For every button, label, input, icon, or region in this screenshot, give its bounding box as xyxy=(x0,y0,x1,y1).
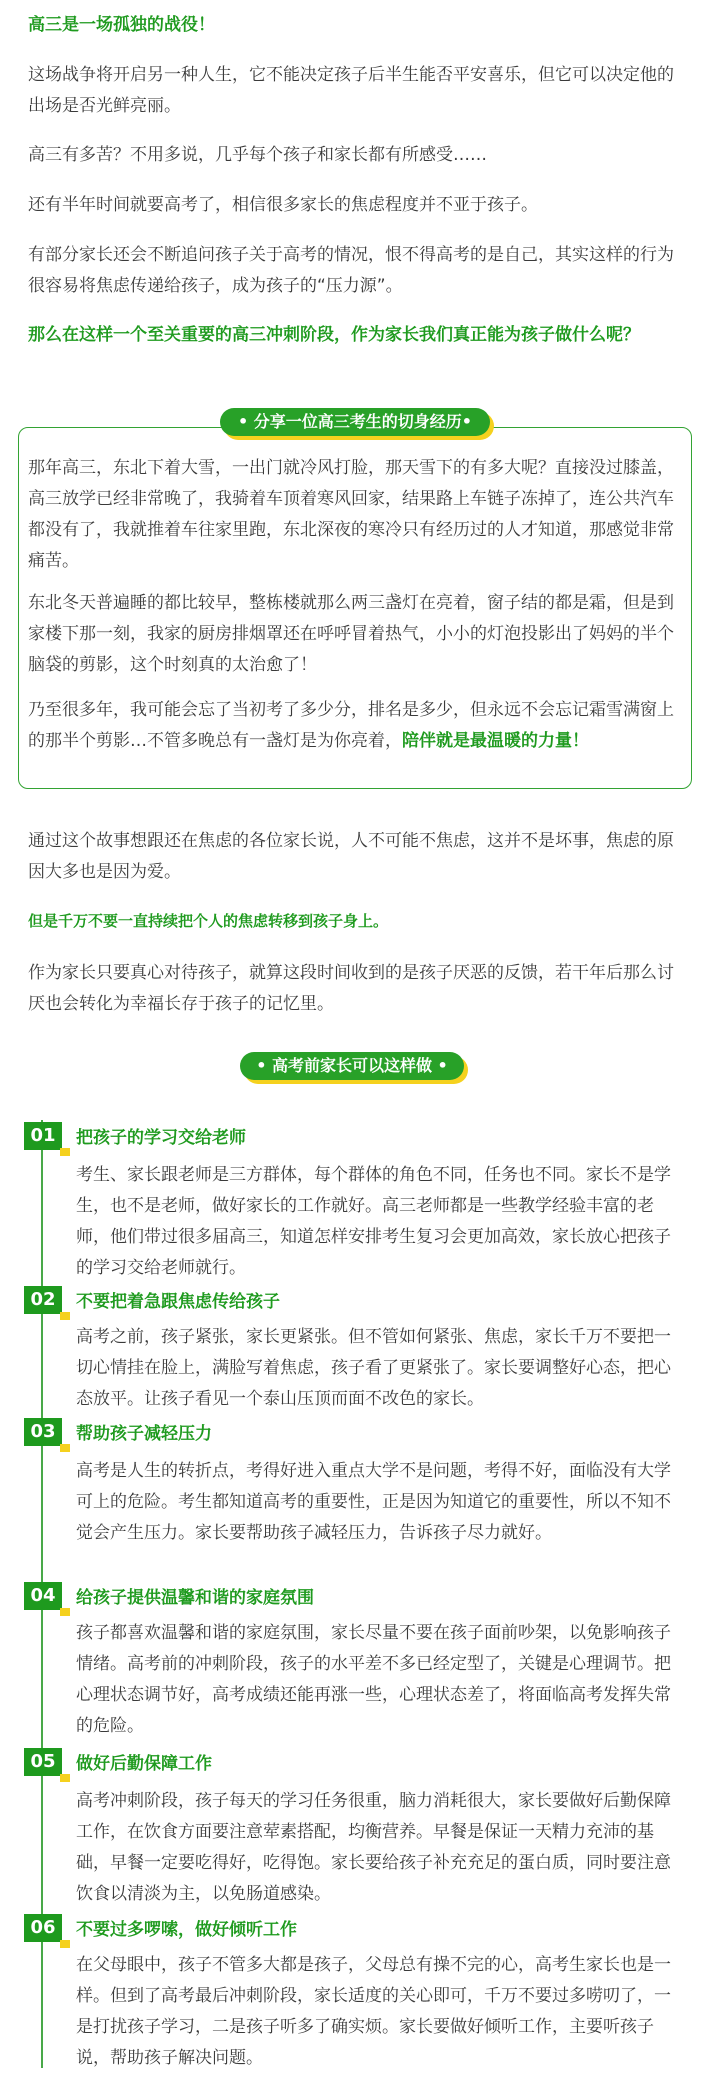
middle-warning: 但是千万不要一直持续把个人的焦虑转移到孩子身上。 xyxy=(28,912,389,930)
story-label: • 分享一位高三考生的切身经历• xyxy=(220,408,490,436)
middle-paragraph-1: 通过这个故事想跟还在焦虑的各位家长说，人不可能不焦虑，这并不是坏事，焦虑的原因大多也是因为爱。 xyxy=(28,831,674,882)
intro-question: 那么在这样一个至关重要的高三冲刺阶段，作为家长我们真正能为孩子做什么呢？ xyxy=(28,325,640,345)
tip-body-06: 在父母眼中，孩子不管多大都是孩子，父母总有操不完的心，高考生家长也是一样。但到了高考最后冲刺阶段，家长适度的关心即可，千万不要过多唠叨了，一是打扰孩子学习，二是孩子听多了确实烦。家长要做好倾听工作，主要听孩子说，帮助孩子解决问题。 xyxy=(76,1955,671,2068)
tip-title-02: 不要把着急跟焦虑传给孩子 xyxy=(76,1292,280,1312)
story-paragraph-2: 东北冬天普遍睡的都比较早，整栋楼就那么两三盏灯在亮着，窗子结的都是霜，但是到家楼下那一刻，我家的厨房排烟罩还在呼呼冒着热气，小小的灯泡投影出了妈妈的半个脑袋的剪影，这个时刻真的太治愈了！ xyxy=(28,593,674,675)
tip-body-05: 高考冲刺阶段，孩子每天的学习任务很重，脑力消耗很大，家长要做好后勤保障工作，在饮食方面要注意荤素搭配，均衡营养。早餐是保证一天精力充沛的基础，早餐一定要吃得好，吃得饱。家长要给孩子补充充足的蛋白质，同时要注意饮食以清淡为主，以免肠道感染。 xyxy=(76,1791,671,1904)
story-emphasis: 陪伴就是最温暖的力量！ xyxy=(402,731,589,751)
tip-number-03: 03 xyxy=(24,1418,62,1446)
tip-title-03: 帮助孩子减轻压力 xyxy=(76,1424,212,1444)
intro-heading: 高三是一场孤独的战役！ xyxy=(28,15,215,35)
tip-number-05: 05 xyxy=(24,1748,62,1776)
tip-body-04: 孩子都喜欢温馨和谐的家庭氛围，家长尽量不要在孩子面前吵架，以免影响孩子情绪。高考前的冲刺阶段，孩子的水平差不多已经定型了，关键是心理调节。把心理状态调节好，高考成绩还能再涨一些，心理状态差了，将面临高考发挥失常的危险。 xyxy=(76,1623,671,1736)
tip-title-04: 给孩子提供温馨和谐的家庭氛围 xyxy=(76,1588,314,1608)
intro-paragraph-1: 这场战争将开启另一种人生，它不能决定孩子后半生能否平安喜乐，但它可以决定他的出场是否光鲜亮丽。 xyxy=(28,65,674,116)
story-paragraph-3 xyxy=(28,695,683,757)
tip-number-06: 06 xyxy=(24,1914,62,1942)
tip-body-01: 考生、家长跟老师是三方群体，每个群体的角色不同，任务也不同。家长不是学生，也不是老师，做好家长的工作就好。高三老师都是一些教学经验丰富的老师，他们带过很多届高三，知道怎样安排考生复习会更加高效，家长放心把孩子的学习交给老师就行。 xyxy=(76,1165,671,1278)
tips-label: • 高考前家长可以这样做 • xyxy=(240,1052,464,1080)
tip-title-05: 做好后勤保障工作 xyxy=(76,1754,212,1774)
intro-paragraph-3: 还有半年时间就要高考了，相信很多家长的焦虑程度并不亚于孩子。 xyxy=(28,195,538,215)
middle-paragraph-2: 作为家长只要真心对待孩子，就算这段时间收到的是孩子厌恶的反馈，若干年后那么讨厌也会转化为幸福长存于孩子的记忆里。 xyxy=(28,963,674,1014)
tip-number-02: 02 xyxy=(24,1286,62,1314)
tip-body-03: 高考是人生的转折点，考得好进入重点大学不是问题，考得不好，面临没有大学可上的危险。考生都知道高考的重要性，正是因为知道它的重要性，所以不知不觉会产生压力。家长要帮助孩子减轻压力，告诉孩子尽力就好。 xyxy=(76,1461,671,1543)
tip-title-06: 不要过多啰嗦，做好倾听工作 xyxy=(76,1920,297,1940)
intro-paragraph-2: 高三有多苦？不用多说，几乎每个孩子和家长都有所感受…… xyxy=(28,145,487,165)
intro-paragraph-4: 有部分家长还会不断追问孩子关于高考的情况，恨不得高考的是自己，其实这样的行为很容易将焦虑传递给孩子，成为孩子的“压力源”。 xyxy=(28,245,674,296)
tip-title-01: 把孩子的学习交给老师 xyxy=(76,1128,246,1148)
tip-number-04: 04 xyxy=(24,1582,62,1610)
story-paragraph-1: 那年高三，东北下着大雪，一出门就冷风打脸，那天雪下的有多大呢？直接没过膝盖，高三放学已经非常晚了，我骑着车顶着寒风回家，结果路上车链子冻掉了，连公共汽车都没有了，我就推着车往家里跑，东北深夜的寒冷只有经历过的人才知道，那感觉非常痛苦。 xyxy=(28,458,674,571)
tip-number-01: 01 xyxy=(24,1122,62,1150)
tip-body-02: 高考之前，孩子紧张，家长更紧张。但不管如何紧张、焦虑，家长千万不要把一切心情挂在脸上，满脸写着焦虑，孩子看了更紧张了。家长要调整好心态，把心态放平。让孩子看见一个泰山压顶而面不改色的家长。 xyxy=(76,1327,671,1409)
story-paragraph-3-text: 乃至很多年，我可能会忘了当初考了多少分，排名是多少，但永远不会忘记霜雪满窗上的那半个剪影…不管多晚总有一盏灯是为你亮着， xyxy=(28,700,674,751)
